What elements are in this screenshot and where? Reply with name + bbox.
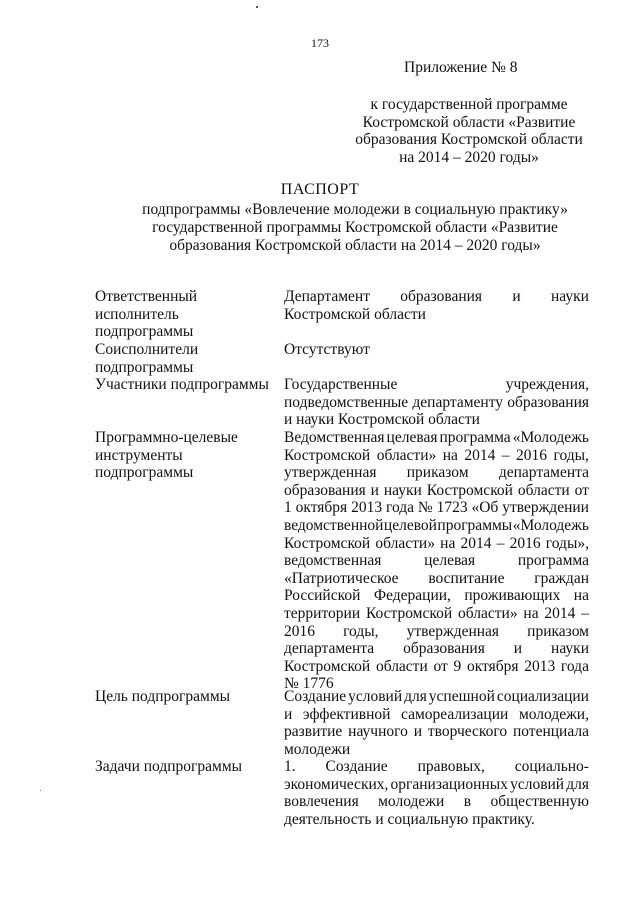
appendix-line: образования Костромской области <box>355 131 583 148</box>
value-line-justified: территории Костромской области» на 2014 – <box>284 604 589 622</box>
row-value-tasks <box>284 758 589 828</box>
row-value-participants <box>284 376 589 429</box>
value-line: молодежи <box>284 740 351 758</box>
label-line: Программно-целевые <box>95 429 238 446</box>
value-line-justified: «Патриотическое воспитание граждан <box>284 569 589 587</box>
label-line: подпрограммы <box>95 323 194 341</box>
value-line-justified: подведомственные департаменту образования <box>284 393 589 411</box>
value-line-justified: и эффективной самореализации молодежи, <box>284 705 589 723</box>
row-label-coexecutors <box>95 341 275 376</box>
label-line: подпрограммы <box>95 464 194 482</box>
value-line-justified: образования и науки Костромской области от <box>284 481 589 499</box>
label-line: Задачи подпрограммы <box>95 758 243 775</box>
passport-subtitle <box>120 201 590 255</box>
value-line-justified: департамента образования и науки <box>284 640 589 658</box>
label-line: исполнитель <box>95 305 179 323</box>
row-value-instruments <box>284 429 589 693</box>
value-line-justified: Департамент образования и науки <box>284 288 589 305</box>
value-line-justified: развитие научного и творческого потенциала <box>284 723 589 741</box>
row-label-responsible <box>95 288 275 341</box>
label-line: подпрограммы <box>95 358 194 376</box>
value-line-justified: ведомственной целевой программы «Молодежь <box>284 516 589 534</box>
value-line-justified: 1. Создание правовых, социально- <box>284 758 589 775</box>
value-line-justified: 2016 годы, утвержденная приказом <box>284 622 589 640</box>
value-line: Отсутствуют <box>284 341 370 358</box>
row-label-instruments <box>95 429 275 482</box>
value-line-justified: утвержденная приказом департамента <box>284 464 589 482</box>
value-line-justified: Ведомственная целевая программа «Молодежь <box>284 429 589 446</box>
appendix-line: на 2014 – 2020 годы» <box>399 148 539 166</box>
label-line: Соисполнители <box>95 341 199 358</box>
row-value-responsible <box>284 288 589 323</box>
row-label-goal <box>95 688 275 706</box>
appendix-subtitle <box>344 96 594 166</box>
label-line: Ответственный <box>95 288 198 305</box>
value-line-justified: Костромской области» на 2014 – 2016 годы», <box>284 534 589 552</box>
passport-subtitle-line: государственной программы Костромской области «Развитие <box>152 219 558 236</box>
label-line: Цель подпрограммы <box>95 688 231 705</box>
label-line: инструменты <box>95 446 183 464</box>
value-line-justified: экономических, организационных условий для <box>284 775 589 793</box>
scan-mark <box>256 6 258 8</box>
value-line-justified: Костромской области» на 2014 – 2016 годы, <box>284 446 589 464</box>
label-line: Участники подпрограммы <box>95 376 269 393</box>
value-line-justified: Государственные учреждения, <box>284 376 589 393</box>
value-line-justified: Костромской области от 9 октября 2013 года <box>284 657 589 675</box>
row-value-goal <box>284 688 589 758</box>
value-line-justified: 1 октября 2013 года № 1723 «Об утверждении <box>284 499 589 517</box>
value-line: № 1776 <box>284 675 334 693</box>
value-line-justified: Российской Федерации, проживающих на <box>284 587 589 605</box>
value-line-justified: ведомственная целевая программа <box>284 552 589 570</box>
value-line: и науки Костромской области <box>284 411 480 429</box>
row-label-tasks <box>95 758 275 776</box>
value-line-justified: Создание условий для успешной социализации <box>284 688 589 705</box>
value-line: деятельность и социальную практику. <box>284 810 535 828</box>
scan-mark <box>40 790 41 791</box>
appendix-title: Приложение № 8 <box>404 59 518 76</box>
row-label-participants <box>95 376 275 394</box>
value-line-justified: вовлечения молодежи в общественную <box>284 793 589 811</box>
passport-title: ПАСПОРТ <box>280 181 360 198</box>
passport-subtitle-line: подпрограммы «Вовлечение молодежи в социальную практику» <box>142 201 568 218</box>
page-number: 173 <box>311 36 329 50</box>
appendix-line: Костромской области «Развитие <box>362 113 576 131</box>
passport-subtitle-line: образования Костромской области на 2014 – 2020 годы» <box>169 237 541 254</box>
appendix-line: к государственной программе <box>370 96 568 113</box>
row-value-coexecutors <box>284 341 589 359</box>
value-line: Костромской области <box>284 305 426 323</box>
